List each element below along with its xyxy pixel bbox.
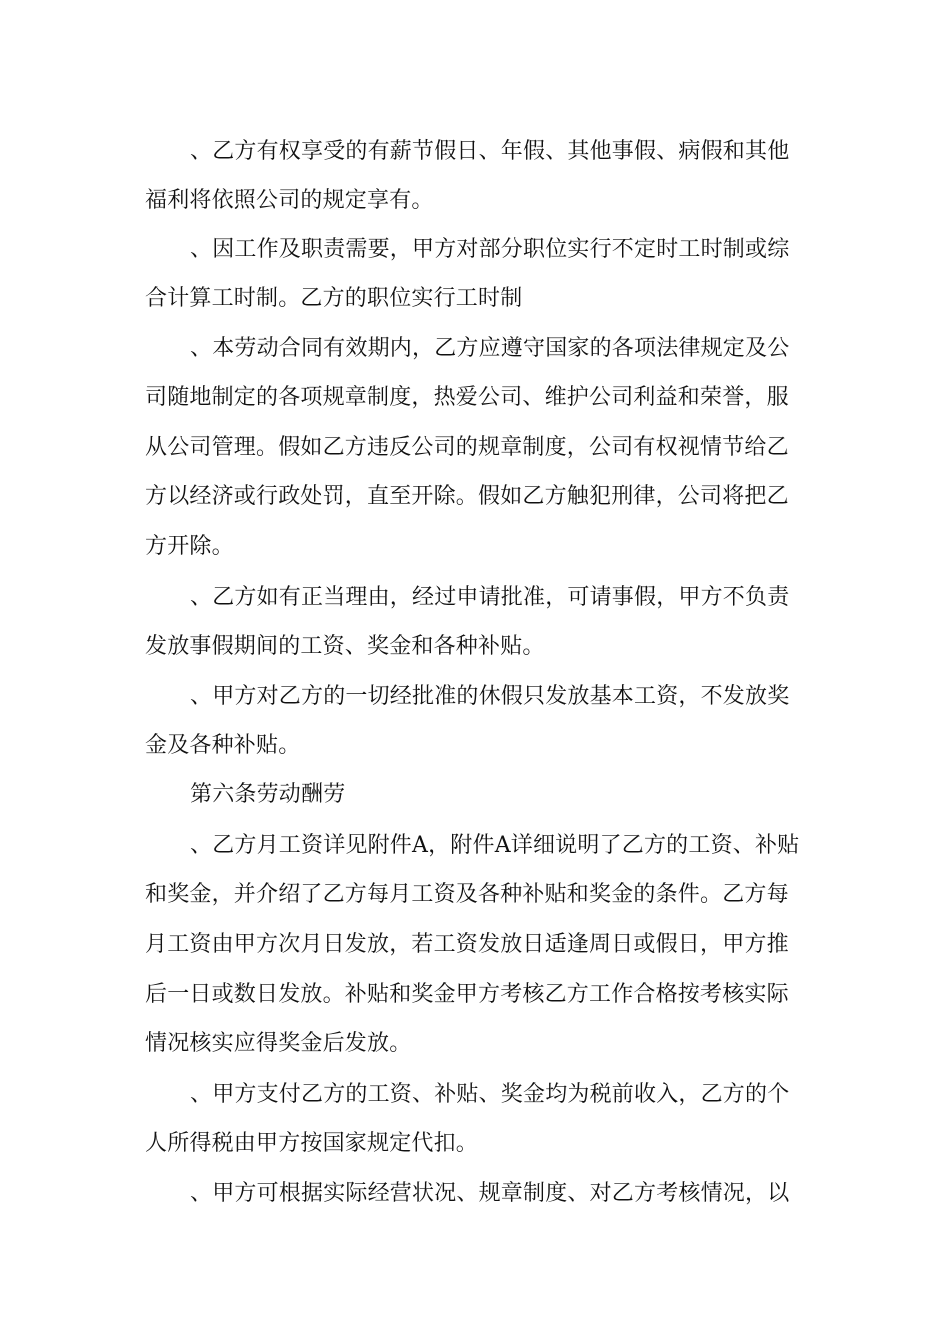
text-line: 福利将依照公司的规定享有。 — [145, 188, 434, 213]
text-line: 后一日或数日发放。补贴和奖金甲方考核乙方工作合格按考核实际 — [145, 982, 789, 1007]
text-line: 、甲方可根据实际经营状况、规章制度、对乙方考核情况，以 — [190, 1181, 790, 1206]
text-line: 、因工作及职责需要，甲方对部分职位实行不定时工时制或综 — [190, 237, 790, 262]
text-line: 和奖金，并介绍了乙方每月工资及各种补贴和奖金的条件。乙方每 — [145, 882, 789, 907]
text-line: 方开除。 — [145, 534, 234, 559]
section-heading: 第六条劳动酬劳 — [190, 782, 346, 807]
text-line: 发放事假期间的工资、奖金和各种补贴。 — [145, 634, 545, 659]
text-line: 从公司管理。假如乙方违反公司的规章制度，公司有权视情节给乙 — [145, 435, 789, 460]
text-line: 、甲方支付乙方的工资、补贴、奖金均为税前收入，乙方的个 — [190, 1082, 790, 1107]
text-line: 司随地制定的各项规章制度，热爱公司、维护公司利益和荣誉，服 — [145, 385, 789, 410]
text-line: 、甲方对乙方的一切经批准的休假只发放基本工资，不发放奖 — [190, 684, 790, 709]
text-line: 人所得税由甲方按国家规定代扣。 — [145, 1131, 479, 1156]
text-line: 金及各种补贴。 — [145, 733, 301, 758]
text-line: 、本劳动合同有效期内，乙方应遵守国家的各项法律规定及公 — [190, 336, 790, 361]
text-line: 、乙方月工资详见附件A，附件A详细说明了乙方的工资、补贴 — [190, 833, 800, 858]
text-line: 、乙方如有正当理由，经过申请批准，可请事假，甲方不负责 — [190, 585, 790, 610]
text-line: 月工资由甲方次月日发放，若工资发放日适逢周日或假日，甲方推 — [145, 932, 789, 957]
text-line: 合计算工时制。乙方的职位实行工时制 — [145, 286, 523, 311]
text-line: 情况核实应得奖金后发放。 — [145, 1031, 412, 1056]
text-line: 、乙方有权享受的有薪节假日、年假、其他事假、病假和其他 — [190, 139, 790, 164]
text-line: 方以经济或行政处罚，直至开除。假如乙方触犯刑律，公司将把乙 — [145, 484, 789, 509]
